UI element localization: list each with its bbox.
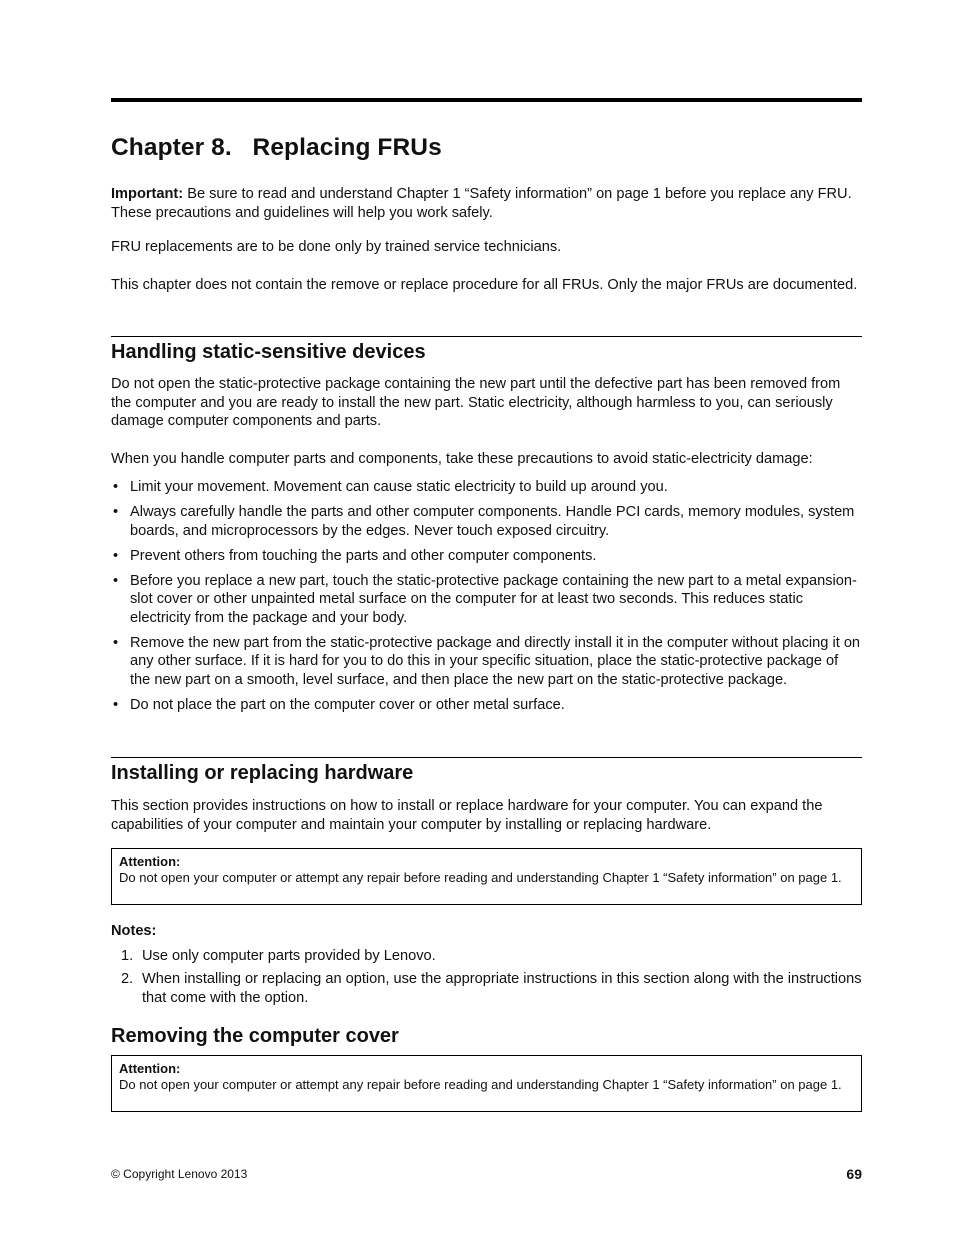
static-p2: When you handle computer parts and components, take these precautions to avoid static-electricity damage: xyxy=(111,451,813,467)
note-item xyxy=(111,970,862,1007)
intro-paragraph-2 xyxy=(111,276,862,295)
hardware-section-heading: Installing or replacing hardware xyxy=(111,762,414,784)
hardware-paragraph xyxy=(111,797,862,834)
attention-text: Do not open your computer or attempt any repair before reading and understanding Chapter 1 “Safety information” on page 1. xyxy=(119,869,842,885)
page-number: 69 xyxy=(846,1166,862,1182)
note-text: Use only computer parts provided by Lenovo. xyxy=(142,947,436,964)
intro-paragraph-1 xyxy=(111,238,862,257)
hardware-p1: This section provides instructions on how to install or replace hardware for your computer. You can expand the capabilities of your computer and maintain your computer by installing or replacing hardware. xyxy=(111,798,823,833)
bullet-item: • Do not place the part on the computer cover or other metal surface. xyxy=(111,696,862,715)
attention-box-cover xyxy=(111,1055,862,1112)
chapter-top-rule xyxy=(111,98,862,102)
bullet-item: • Prevent others from touching the parts and other computer components. xyxy=(111,547,862,566)
important-text: Be sure to read and understand Chapter 1 “Safety information” on page 1 before you replace any FRU. These precautions and guidelines will help you work safely. xyxy=(111,186,852,221)
attention-text: Do not open your computer or attempt any repair before reading and understanding Chapter 1 “Safety information” on page 1. xyxy=(119,1076,842,1092)
attention-label: Attention: xyxy=(119,1061,181,1076)
bullet-item: • Before you replace a new part, touch the static-protective package containing the new part to a metal expansion-slot cover or other unpainted metal surface on the computer for at least two seconds. This reduces static electricity from the package and your body. xyxy=(111,572,862,628)
section-rule-hardware xyxy=(111,757,862,758)
note-item xyxy=(111,947,862,966)
chapter-title: Chapter 8. Replacing FRUs xyxy=(111,134,442,161)
static-paragraph-2 xyxy=(111,450,862,469)
notes-block xyxy=(111,922,862,1012)
notes-label: Notes: xyxy=(111,923,157,939)
attention-box-hardware xyxy=(111,848,862,905)
static-paragraph-1 xyxy=(111,375,862,431)
intro-p1: FRU replacements are to be done only by trained service technicians. xyxy=(111,239,562,255)
note-number: 2. xyxy=(121,971,134,988)
note-text: When installing or replacing an option, use the appropriate instructions in this section along with the instructions that come with the option. xyxy=(142,971,862,1006)
copyright-notice: © Copyright Lenovo 2013 xyxy=(111,1167,248,1181)
important-label: Important: xyxy=(111,186,184,202)
section-rule-static xyxy=(111,336,862,337)
static-bullet-list xyxy=(111,478,862,721)
static-p1: Do not open the static-protective package containing the new part until the defective part has been removed from the computer and you are ready to install the new part. Static electricity, although harmless to you, can seriously damage computer components and parts. xyxy=(111,376,841,430)
bullet-item: • Always carefully handle the parts and other computer components. Handle PCI cards, memory modules, system boards, and microprocessors by the edges. Never touch exposed circuitry. xyxy=(111,503,862,540)
intro-p2: This chapter does not contain the remove or replace procedure for all FRUs. Only the major FRUs are documented. xyxy=(111,277,858,293)
bullet-item: • Limit your movement. Movement can cause static electricity to build up around you. xyxy=(111,478,862,497)
important-note xyxy=(111,185,862,222)
note-number: 1. xyxy=(121,947,134,964)
bullet-item: • Remove the new part from the static-protective package and directly install it in the computer without placing it on any other surface. If it is hard for you to do this in your specific situation, place the static-protective package of the new part on a smooth, level surface, and then place the new part on the static-protective package. xyxy=(111,634,862,690)
attention-label: Attention: xyxy=(119,854,181,869)
static-section-heading: Handling static-sensitive devices xyxy=(111,341,426,363)
cover-section-heading: Removing the computer cover xyxy=(111,1025,399,1047)
